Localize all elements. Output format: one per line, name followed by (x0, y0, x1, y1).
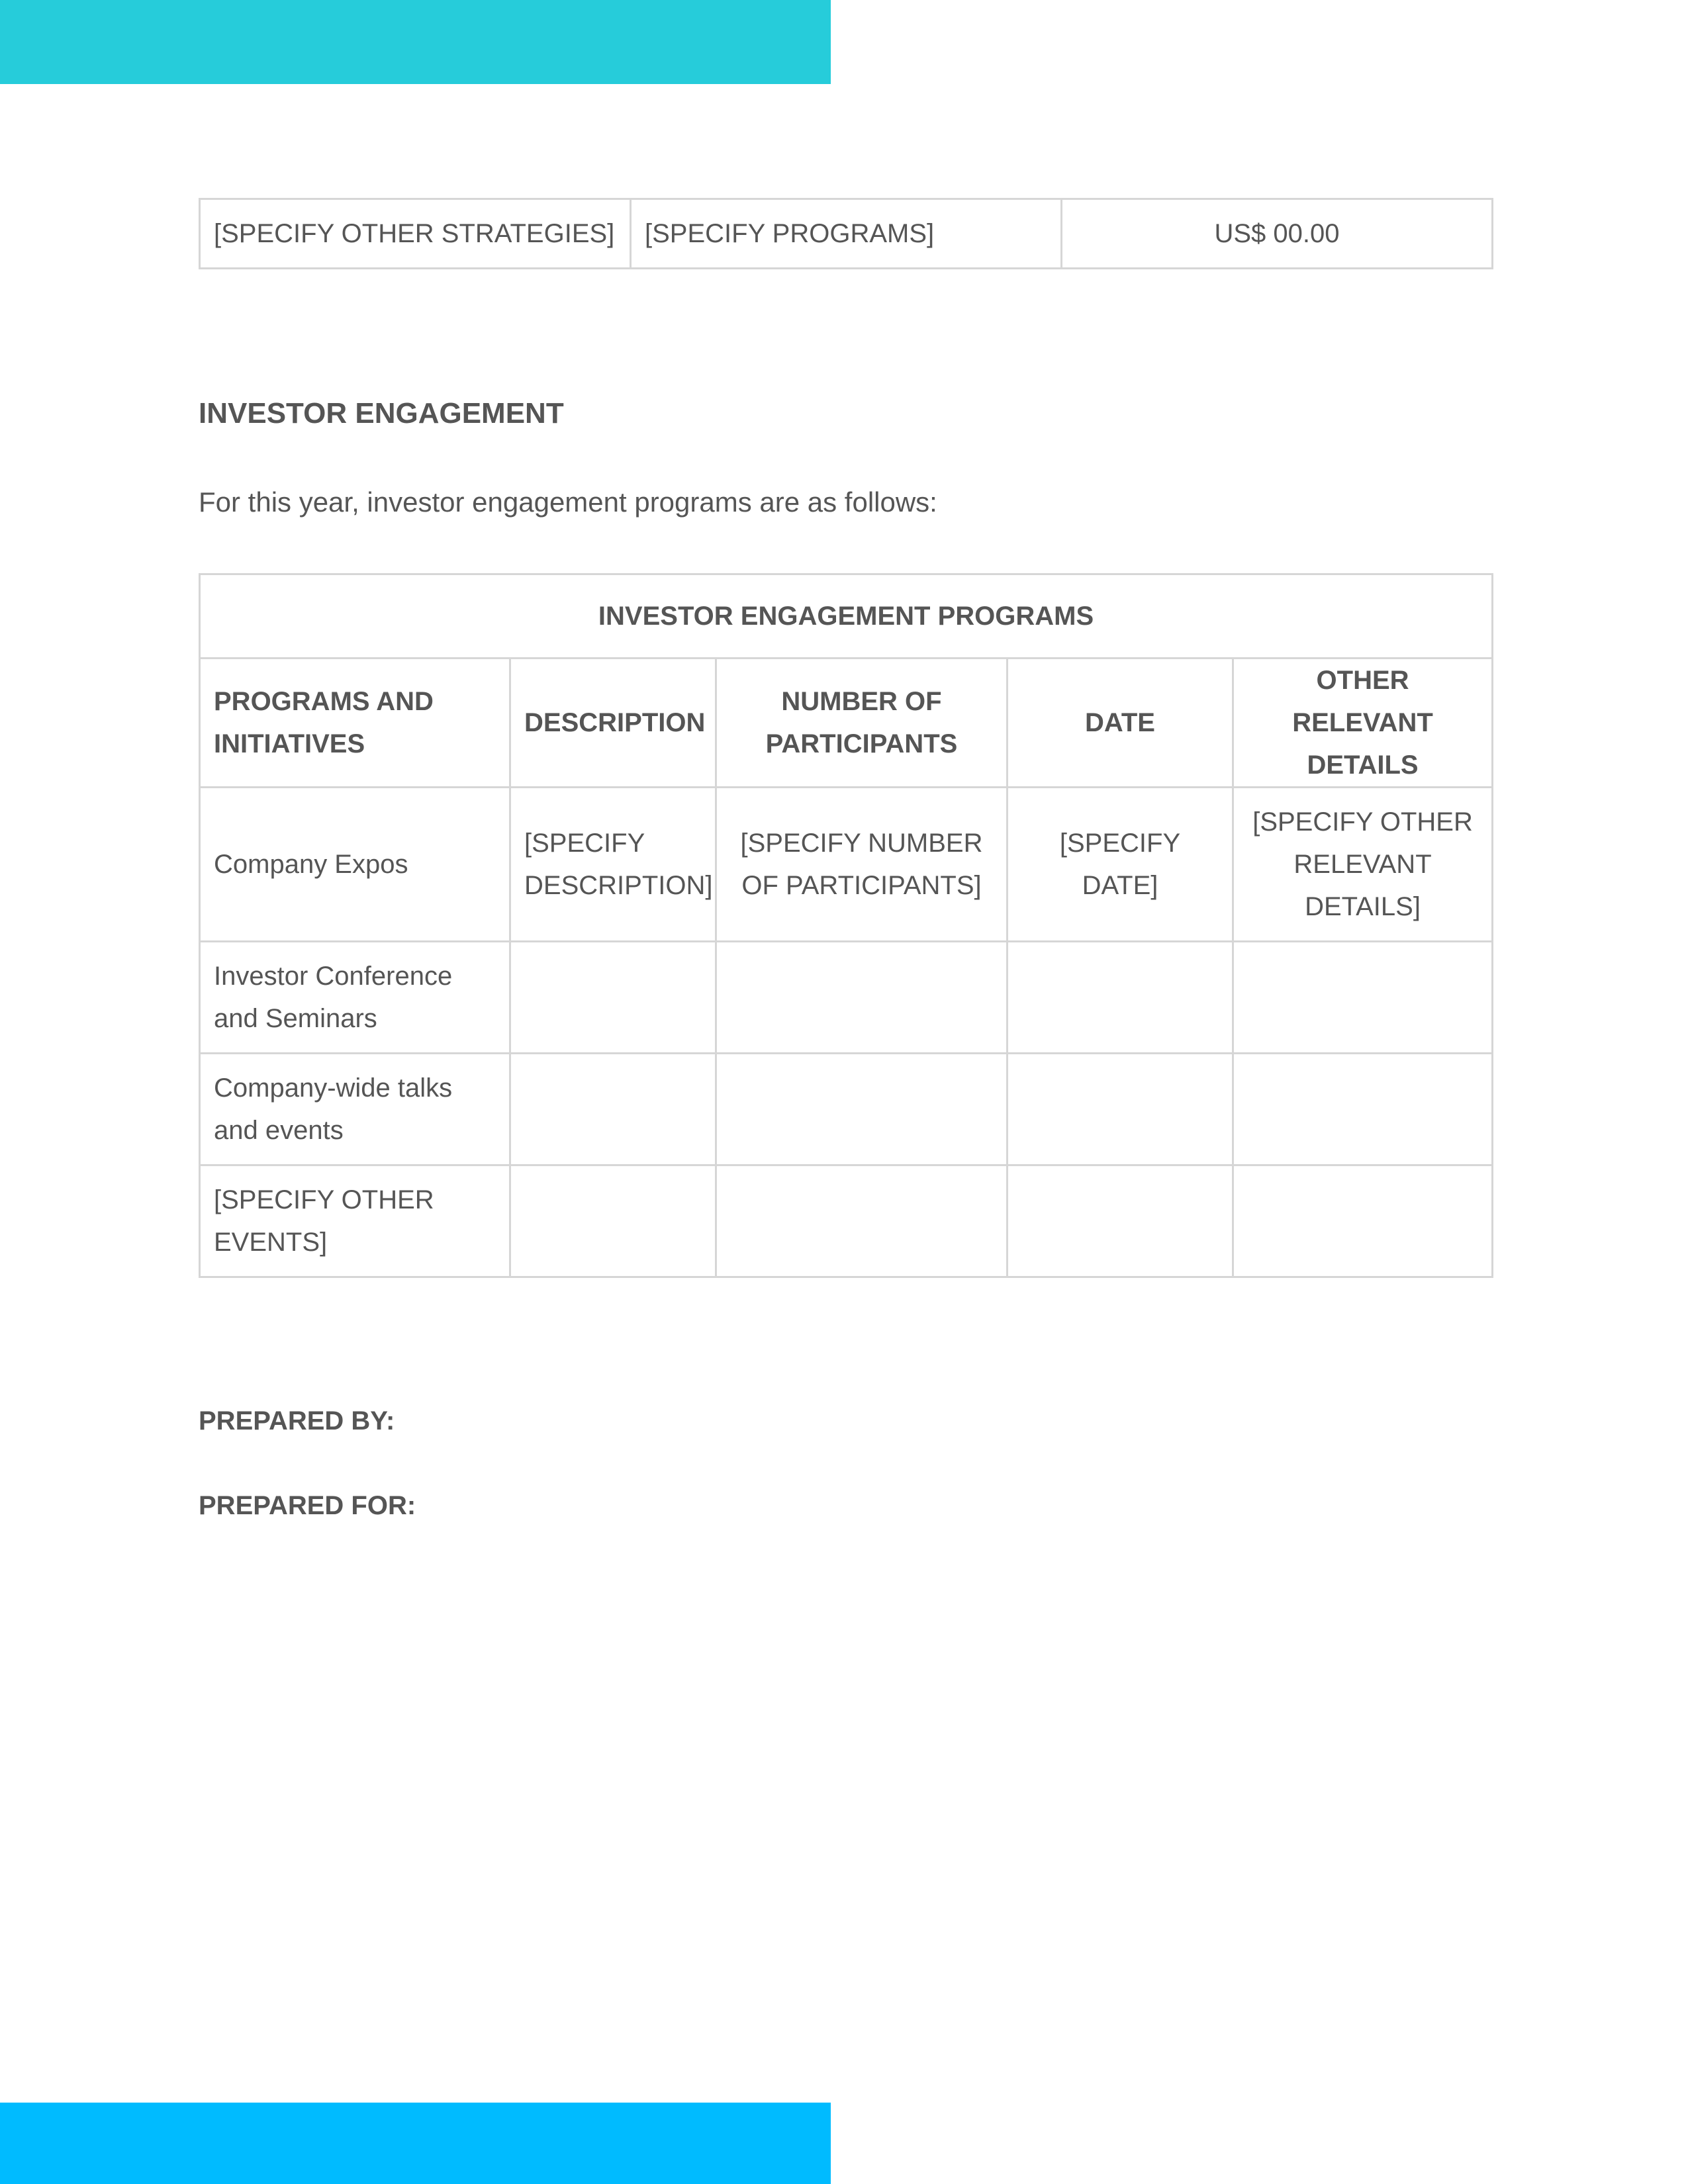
column-header-programs: PROGRAMS AND INITIATIVES (200, 659, 510, 788)
other-details-cell (1233, 1054, 1493, 1165)
participants-cell (716, 1054, 1008, 1165)
column-header-participants: NUMBER OF PARTICIPANTS (716, 659, 1008, 788)
date-cell (1008, 1054, 1233, 1165)
participants-cell (716, 1165, 1008, 1277)
program-name-cell: Company-wide talks and events (200, 1054, 510, 1165)
program-name-cell: [SPECIFY OTHER EVENTS] (200, 1165, 510, 1277)
program-name-cell: Company Expos (200, 788, 510, 942)
table-row (200, 1165, 1493, 1277)
section-heading: INVESTOR ENGAGEMENT (199, 397, 564, 430)
column-header-description: DESCRIPTION (510, 659, 716, 788)
table-row (200, 199, 1493, 269)
participants-cell: [SPECIFY NUMBER OF PARTICIPANTS] (716, 788, 1008, 942)
table-title: INVESTOR ENGAGEMENT PROGRAMS (200, 574, 1493, 659)
strategy-cell: [SPECIFY OTHER STRATEGIES] (200, 199, 631, 269)
description-cell (510, 1165, 716, 1277)
prepared-by-label: PREPARED BY: (199, 1406, 395, 1435)
date-cell (1008, 942, 1233, 1054)
strategy-summary-table (199, 198, 1493, 269)
table-title-row (200, 574, 1493, 659)
other-details-cell (1233, 1165, 1493, 1277)
description-cell (510, 942, 716, 1054)
description-cell: [SPECIFY DESCRIPTION] (510, 788, 716, 942)
bottom-accent-bar (0, 2103, 831, 2184)
column-header-date: DATE (1008, 659, 1233, 788)
table-row (200, 1054, 1493, 1165)
prepared-for-label: PREPARED FOR: (199, 1491, 416, 1520)
top-accent-bar (0, 0, 831, 84)
date-cell (1008, 1165, 1233, 1277)
section-intro: For this year, investor engagement programs are as follows: (199, 486, 937, 518)
other-details-cell (1233, 942, 1493, 1054)
amount-cell: US$ 00.00 (1062, 199, 1493, 269)
column-header-other-details: OTHER RELEVANT DETAILS (1233, 659, 1493, 788)
participants-cell (716, 942, 1008, 1054)
table-row (200, 788, 1493, 942)
table-row (200, 942, 1493, 1054)
other-details-cell: [SPECIFY OTHER RELEVANT DETAILS] (1233, 788, 1493, 942)
description-cell (510, 1054, 716, 1165)
investor-engagement-programs-table (199, 573, 1493, 1278)
programs-cell: [SPECIFY PROGRAMS] (631, 199, 1062, 269)
table-header-row (200, 659, 1493, 788)
date-cell: [SPECIFY DATE] (1008, 788, 1233, 942)
program-name-cell: Investor Conference and Seminars (200, 942, 510, 1054)
